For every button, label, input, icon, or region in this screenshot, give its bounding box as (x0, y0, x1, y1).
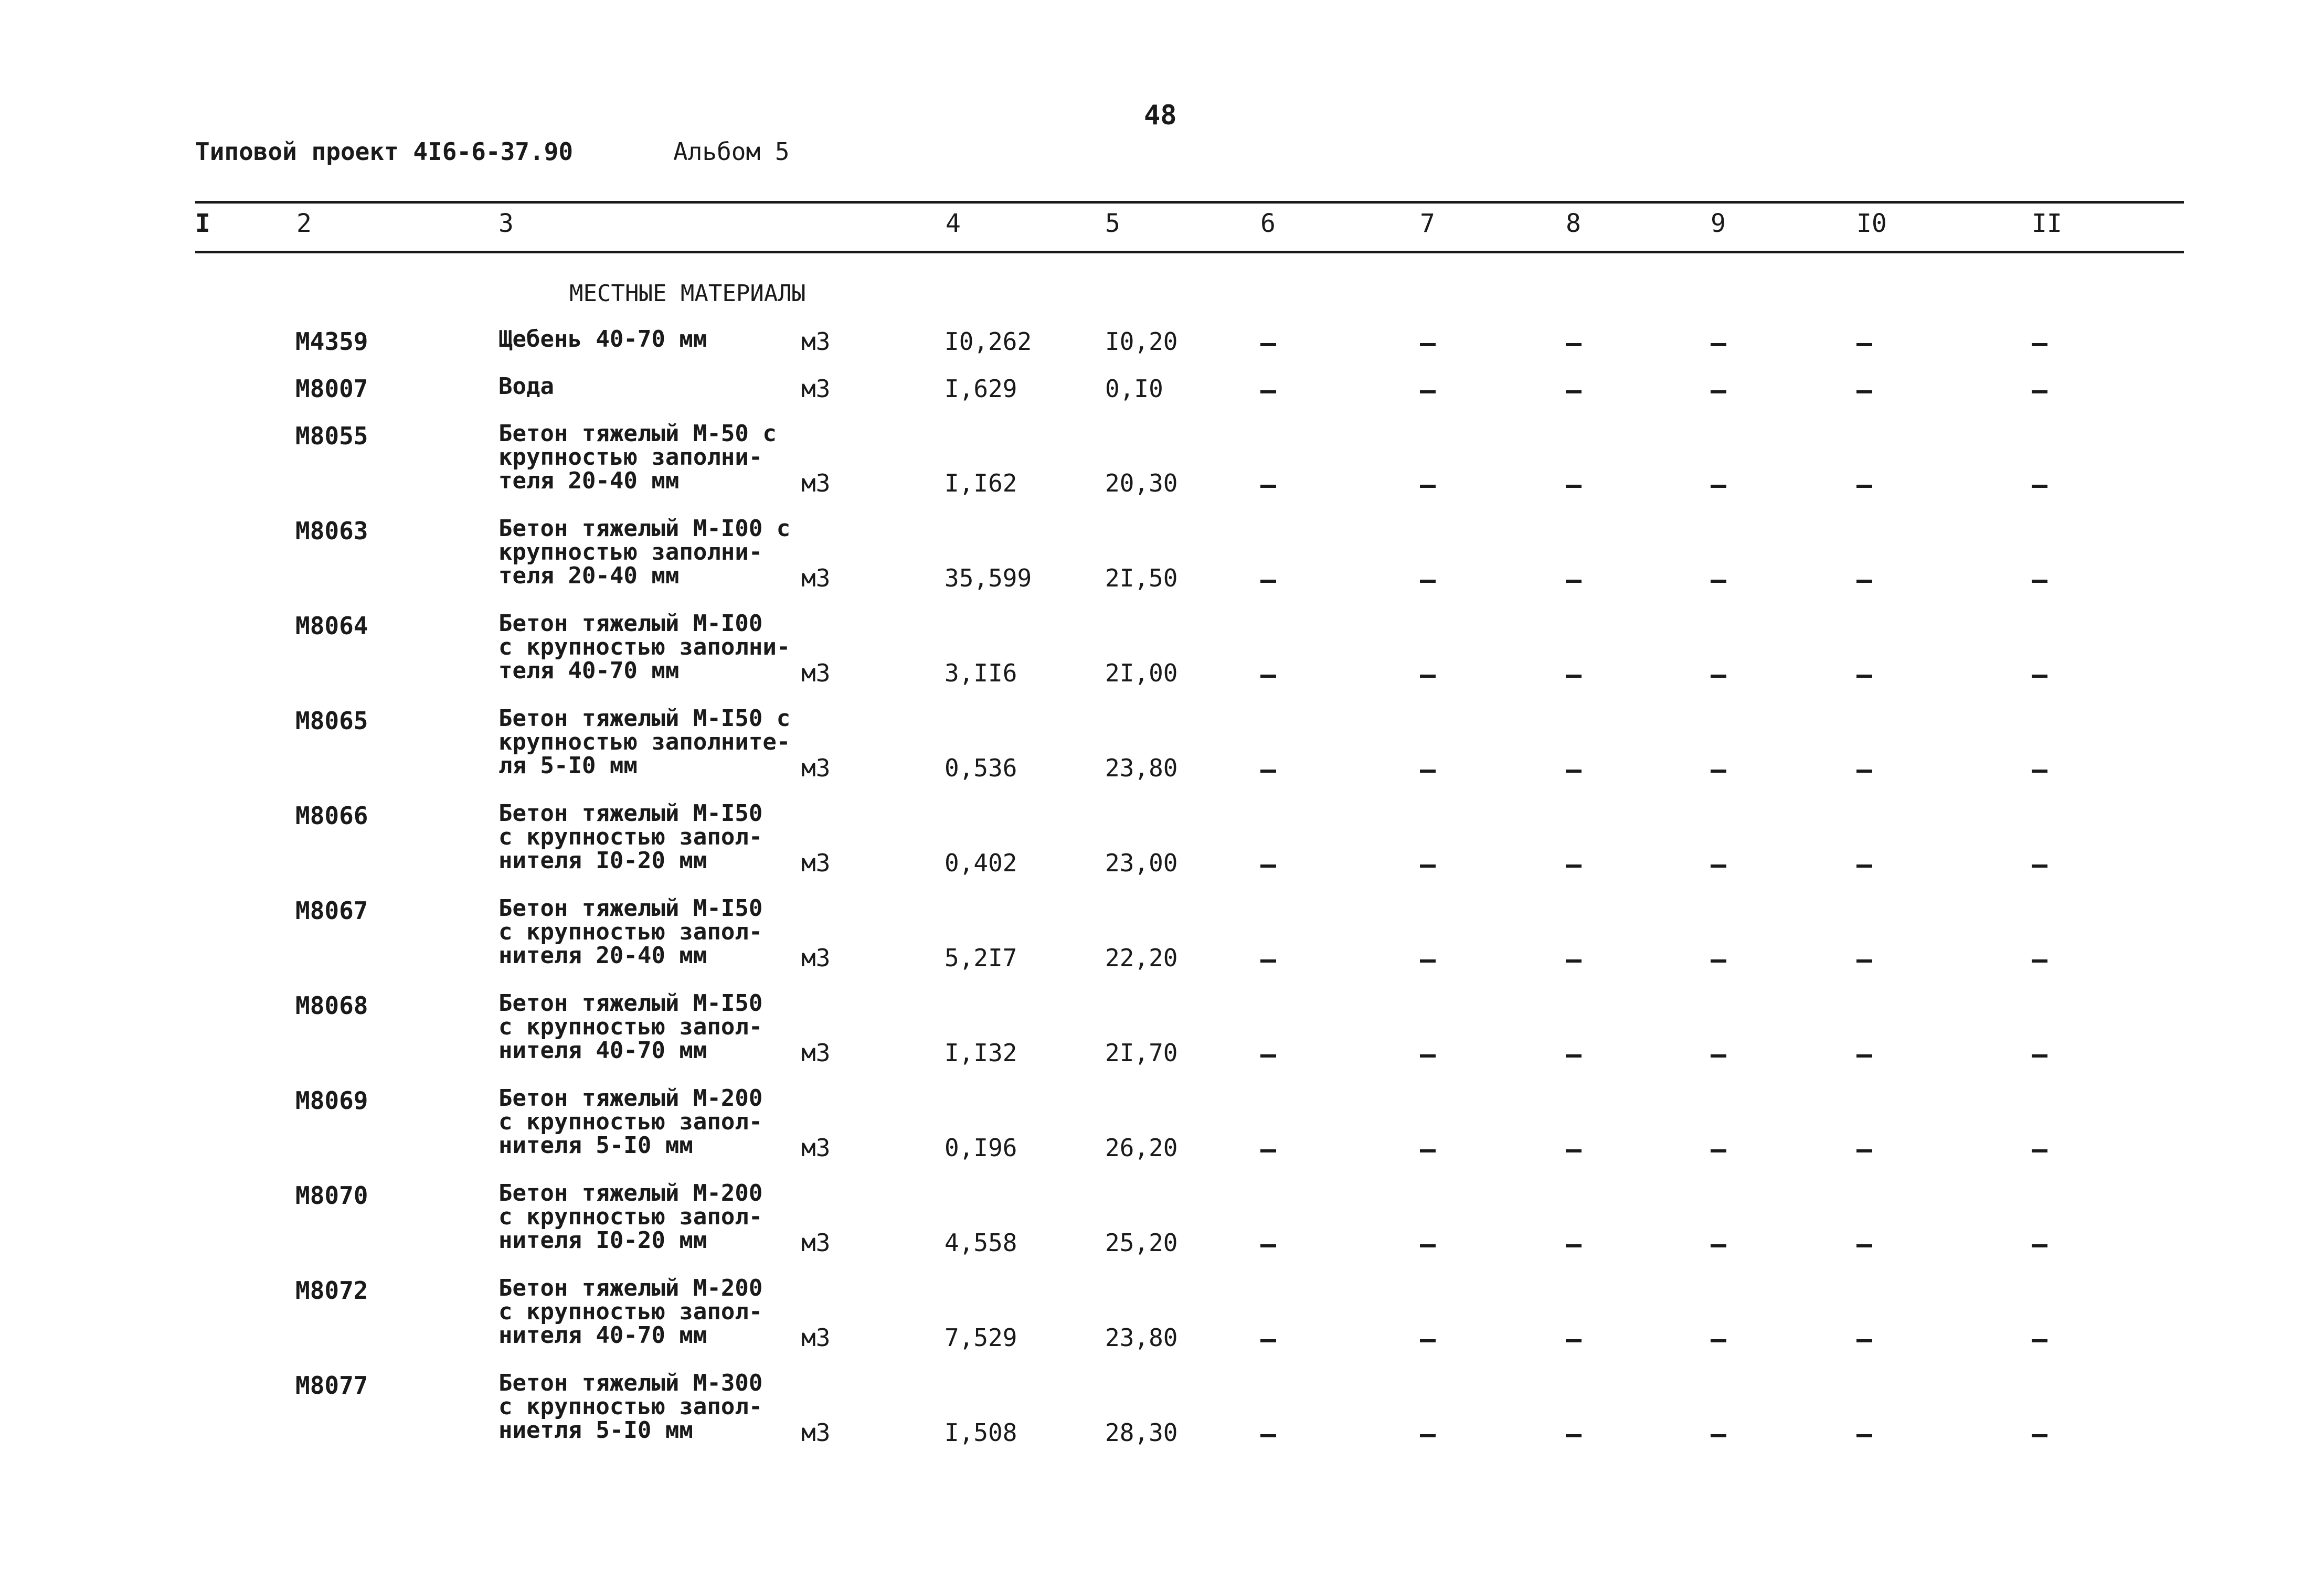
row-code: М8065 (295, 707, 368, 735)
empty-cell-dash (1566, 1149, 1582, 1152)
row-unit: м3 (801, 1229, 831, 1257)
row-unit: м3 (801, 564, 831, 592)
empty-cell-dash (1260, 580, 1276, 583)
empty-cell-dash (2032, 1434, 2047, 1437)
empty-cell-dash (1566, 343, 1582, 346)
row-description-line: нителя I0-20 мм (498, 847, 707, 874)
empty-cell-dash (1856, 485, 1872, 488)
row-description-line: с крупностью запол- (498, 1013, 763, 1040)
empty-cell-dash (1856, 580, 1872, 583)
empty-cell-dash (1420, 1149, 1436, 1152)
table-row (0, 707, 2324, 798)
empty-cell-dash (1711, 1149, 1726, 1152)
empty-cell-dash (1260, 864, 1276, 868)
table-row (0, 991, 2324, 1083)
row-code: М8068 (295, 991, 368, 1020)
row-description-line: Бетон тяжелый М-200 (498, 1275, 763, 1301)
row-quantity: I,629 (945, 375, 1017, 403)
section-title: МЕСТНЫЕ МАТЕРИАЛЫ (569, 280, 806, 307)
empty-cell-dash (1711, 1244, 1726, 1247)
empty-cell-dash (1566, 770, 1582, 773)
empty-cell-dash (1856, 1244, 1872, 1247)
row-description-line: теля 20-40 мм (498, 562, 680, 589)
row-description-line: нителя I0-20 мм (498, 1227, 707, 1254)
table-row (0, 1371, 2324, 1463)
empty-cell-dash (1711, 580, 1726, 583)
empty-cell-dash (1420, 343, 1436, 346)
row-code: М8066 (295, 802, 368, 830)
row-description-line: Бетон тяжелый М-50 с (498, 420, 777, 447)
empty-cell-dash (2032, 1054, 2047, 1058)
row-price: 28,30 (1105, 1418, 1178, 1447)
empty-cell-dash (1260, 675, 1276, 678)
row-description-line: Бетон тяжелый М-200 (498, 1180, 763, 1207)
empty-cell-dash (2032, 675, 2047, 678)
empty-cell-dash (1856, 675, 1872, 678)
empty-cell-dash (2032, 390, 2047, 393)
row-code: М8055 (295, 422, 368, 450)
row-description-line: ниетля 5-I0 мм (498, 1417, 693, 1444)
empty-cell-dash (1566, 580, 1582, 583)
empty-cell-dash (1566, 959, 1582, 963)
row-description-line: нителя 5-I0 мм (498, 1132, 693, 1159)
empty-cell-dash (1420, 485, 1436, 488)
row-unit: м3 (801, 659, 831, 687)
table-row (0, 896, 2324, 988)
empty-cell-dash (1566, 1244, 1582, 1247)
empty-cell-dash (1856, 959, 1872, 963)
empty-cell-dash (1711, 485, 1726, 488)
row-price: 20,30 (1105, 469, 1178, 497)
empty-cell-dash (1856, 770, 1872, 773)
row-quantity: 35,599 (945, 564, 1032, 592)
empty-cell-dash (1420, 390, 1436, 393)
row-code: М8070 (295, 1181, 368, 1210)
row-code: М8069 (295, 1086, 368, 1115)
table-row (0, 1181, 2324, 1273)
row-unit: м3 (801, 944, 831, 972)
empty-cell-dash (2032, 1149, 2047, 1152)
row-description-line: Бетон тяжелый М-300 (498, 1370, 763, 1396)
column-header-5: 5 (1105, 209, 1120, 238)
empty-cell-dash (1711, 1054, 1726, 1058)
empty-cell-dash (1260, 343, 1276, 346)
empty-cell-dash (2032, 959, 2047, 963)
row-quantity: 0,I96 (945, 1134, 1017, 1162)
empty-cell-dash (1711, 770, 1726, 773)
row-description-line: Щебень 40-70 мм (498, 326, 707, 353)
row-code: М4359 (295, 327, 368, 356)
row-unit: м3 (801, 469, 831, 497)
page-number: 48 (1144, 100, 1177, 131)
album-label: Альбом 5 (673, 137, 790, 166)
empty-cell-dash (2032, 580, 2047, 583)
row-price: I0,20 (1105, 327, 1178, 356)
row-quantity: 0,402 (945, 849, 1017, 877)
row-quantity: I,I32 (945, 1039, 1017, 1067)
row-unit: м3 (801, 1134, 831, 1162)
empty-cell-dash (1711, 1434, 1726, 1437)
row-description-line: с крупностью запол- (498, 1108, 763, 1135)
row-description-line: нителя 40-70 мм (498, 1322, 707, 1349)
row-price: 23,00 (1105, 849, 1178, 877)
empty-cell-dash (2032, 864, 2047, 868)
row-price: 26,20 (1105, 1134, 1178, 1162)
row-description-line: крупностью заполни- (498, 539, 763, 565)
column-header-3: 3 (498, 209, 514, 238)
row-quantity: 3,II6 (945, 659, 1017, 687)
row-quantity: 7,529 (945, 1323, 1017, 1352)
empty-cell-dash (1260, 959, 1276, 963)
column-header-6: 6 (1260, 209, 1276, 238)
column-header-7: 7 (1420, 209, 1435, 238)
empty-cell-dash (1711, 390, 1726, 393)
row-code: М8072 (295, 1276, 368, 1305)
empty-cell-dash (1260, 390, 1276, 393)
row-description-line: ля 5-I0 мм (498, 752, 638, 779)
empty-cell-dash (1856, 1054, 1872, 1058)
empty-cell-dash (1260, 770, 1276, 773)
column-header-8: 8 (1566, 209, 1581, 238)
row-quantity: I,508 (945, 1418, 1017, 1447)
row-description-line: с крупностью заполни- (498, 634, 791, 660)
empty-cell-dash (1711, 864, 1726, 868)
row-quantity: 0,536 (945, 754, 1017, 782)
empty-cell-dash (1711, 343, 1726, 346)
empty-cell-dash (2032, 770, 2047, 773)
row-price: 2I,50 (1105, 564, 1178, 592)
row-description-line: Бетон тяжелый М-I00 (498, 610, 763, 637)
column-header-9: 9 (1711, 209, 1726, 238)
empty-cell-dash (1856, 864, 1872, 868)
row-quantity: I0,262 (945, 327, 1032, 356)
row-description-line: с крупностью запол- (498, 1298, 763, 1325)
row-description-line: с крупностью запол- (498, 1393, 763, 1420)
empty-cell-dash (1711, 675, 1726, 678)
empty-cell-dash (1856, 1149, 1872, 1152)
row-description-line: крупностью заполните- (498, 729, 791, 755)
row-description-line: Бетон тяжелый М-I50 (498, 895, 763, 922)
empty-cell-dash (1420, 580, 1436, 583)
table-row (0, 327, 2324, 372)
empty-cell-dash (1420, 1339, 1436, 1342)
column-header-11: II (2032, 209, 2062, 238)
empty-cell-dash (1260, 1434, 1276, 1437)
row-unit: м3 (801, 1323, 831, 1352)
empty-cell-dash (2032, 1339, 2047, 1342)
row-unit: м3 (801, 1418, 831, 1447)
table-row (0, 422, 2324, 514)
row-description-line: Бетон тяжелый М-I50 (498, 990, 763, 1017)
empty-cell-dash (1420, 1434, 1436, 1437)
row-price: 2I,70 (1105, 1039, 1178, 1067)
empty-cell-dash (1711, 1339, 1726, 1342)
row-description-line: нителя 20-40 мм (498, 942, 707, 969)
row-unit: м3 (801, 1039, 831, 1067)
table-row (0, 375, 2324, 419)
row-description-line: с крупностью запол- (498, 1203, 763, 1230)
row-price: 25,20 (1105, 1229, 1178, 1257)
column-header-4: 4 (946, 209, 961, 238)
empty-cell-dash (1260, 1054, 1276, 1058)
empty-cell-dash (1566, 1339, 1582, 1342)
empty-cell-dash (1566, 675, 1582, 678)
table-row (0, 1086, 2324, 1178)
empty-cell-dash (2032, 343, 2047, 346)
row-price: 2I,00 (1105, 659, 1178, 687)
row-description-line: теля 40-70 мм (498, 657, 680, 684)
empty-cell-dash (1856, 390, 1872, 393)
row-price: 23,80 (1105, 754, 1178, 782)
row-code: М8063 (295, 517, 368, 545)
header-rule-top (195, 201, 2184, 204)
empty-cell-dash (1566, 1054, 1582, 1058)
row-code: М8077 (295, 1371, 368, 1400)
project-title: Типовой проект 4I6-6-37.90 (195, 137, 574, 166)
row-price: 0,I0 (1105, 375, 1163, 403)
empty-cell-dash (1260, 1149, 1276, 1152)
row-unit: м3 (801, 327, 831, 356)
column-header-2: 2 (296, 209, 312, 238)
row-description-line: Бетон тяжелый М-I50 (498, 800, 763, 827)
empty-cell-dash (1260, 1244, 1276, 1247)
empty-cell-dash (2032, 485, 2047, 488)
row-unit: м3 (801, 375, 831, 403)
table-row (0, 612, 2324, 703)
column-header-10: I0 (1856, 209, 1887, 238)
row-description-line: крупностью заполни- (498, 444, 763, 471)
empty-cell-dash (1420, 1244, 1436, 1247)
row-price: 23,80 (1105, 1323, 1178, 1352)
row-description-line: теля 20-40 мм (498, 467, 680, 494)
row-description-line: нителя 40-70 мм (498, 1037, 707, 1064)
row-description-line: с крупностью запол- (498, 919, 763, 945)
row-description-line: Бетон тяжелый М-200 (498, 1085, 763, 1112)
empty-cell-dash (1856, 343, 1872, 346)
row-quantity: I,I62 (945, 469, 1017, 497)
row-description-line: с крупностью запол- (498, 824, 763, 850)
row-unit: м3 (801, 754, 831, 782)
empty-cell-dash (2032, 1244, 2047, 1247)
empty-cell-dash (1856, 1434, 1872, 1437)
header-rule-bottom (195, 251, 2184, 253)
column-header-1: I (195, 209, 210, 238)
empty-cell-dash (1260, 1339, 1276, 1342)
table-row (0, 517, 2324, 608)
empty-cell-dash (1420, 1054, 1436, 1058)
table-row (0, 802, 2324, 893)
row-description-line: Вода (498, 373, 554, 400)
row-code: М8067 (295, 896, 368, 925)
empty-cell-dash (1566, 390, 1582, 393)
empty-cell-dash (1420, 864, 1436, 868)
row-quantity: 5,2I7 (945, 944, 1017, 972)
empty-cell-dash (1711, 959, 1726, 963)
row-description-line: Бетон тяжелый М-I00 с (498, 515, 791, 542)
row-code: М8007 (295, 375, 368, 403)
row-quantity: 4,558 (945, 1229, 1017, 1257)
row-description-line: Бетон тяжелый М-I50 с (498, 705, 791, 732)
empty-cell-dash (1420, 675, 1436, 678)
empty-cell-dash (1566, 485, 1582, 488)
row-unit: м3 (801, 849, 831, 877)
empty-cell-dash (1420, 959, 1436, 963)
row-price: 22,20 (1105, 944, 1178, 972)
empty-cell-dash (1566, 1434, 1582, 1437)
empty-cell-dash (1566, 864, 1582, 868)
row-code: М8064 (295, 612, 368, 640)
empty-cell-dash (1420, 770, 1436, 773)
table-row (0, 1276, 2324, 1368)
empty-cell-dash (1856, 1339, 1872, 1342)
empty-cell-dash (1260, 485, 1276, 488)
